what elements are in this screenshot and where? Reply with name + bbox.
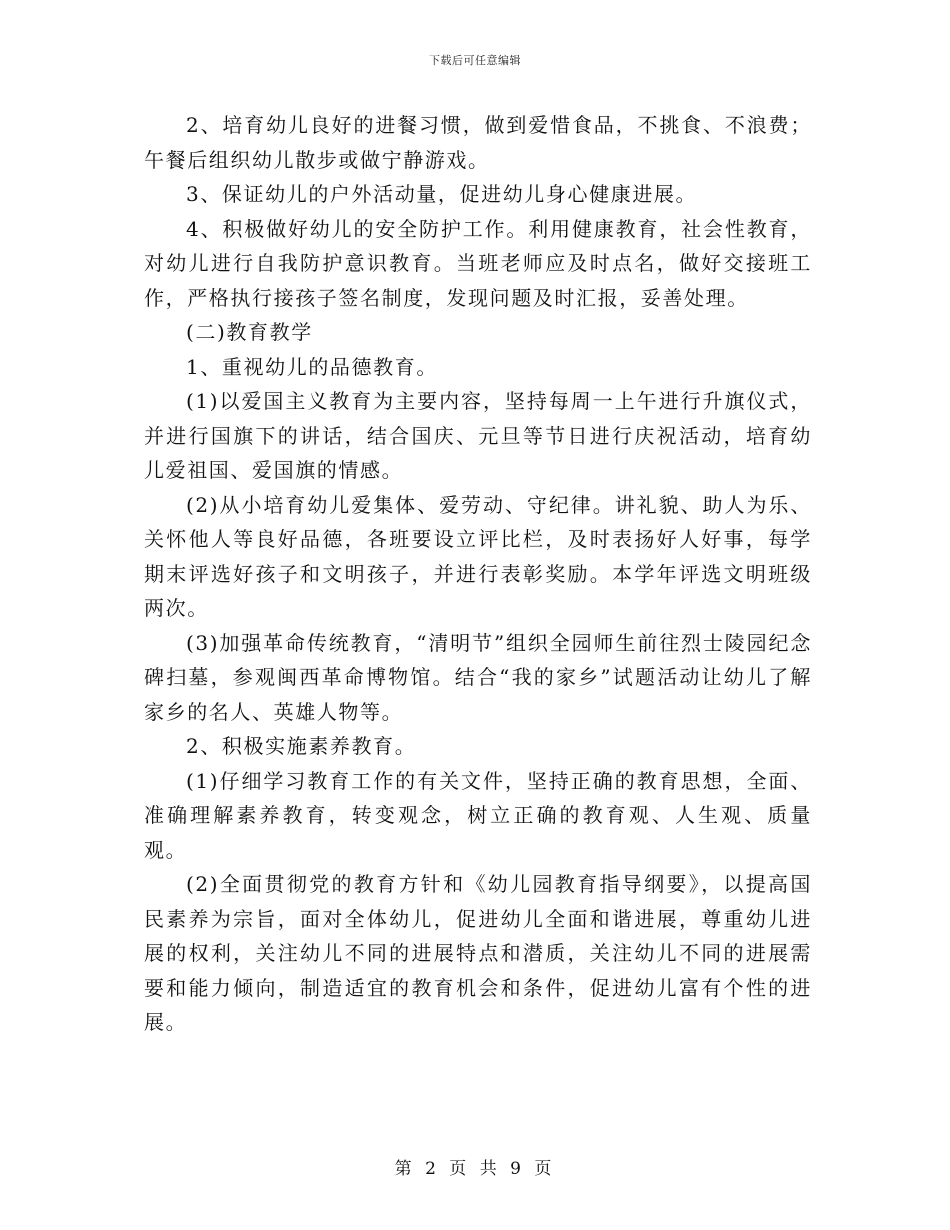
page-number: 第 2 页 共 9 页	[394, 1159, 556, 1179]
subsection-heading: 1、重视幼儿的品德教育。	[186, 354, 438, 379]
paragraph: (1)以爱国主义教育为主要内容，坚持每周一上午进行升旗仪式，并进行国旗下的讲话，结合国庆、元旦等节日进行庆祝活动，培育幼儿爱祖国、爱国旗的情感。	[144, 389, 812, 482]
page-header: 下载后可任意编辑	[429, 54, 521, 67]
paragraph: (2)全面贯彻党的教育方针和《幼儿园教育指导纲要》，以提高国民素养为宗旨，面对全体幼儿，促进幼儿全面和谐进展，尊重幼儿进展的权利，关注幼儿不同的进展特点和潜质，关注幼儿不同的进展需要和能力倾向，制造适宜的教育机会和条件，促进幼儿富有个性的进展。	[144, 872, 812, 1034]
paragraph: (3)加强革命传统教育，“清明节”组织全园师生前往烈士陵园纪念碑扫墓，参观闽西革命博物馆。结合“我的家乡”试题活动让幼儿了解家乡的名人、英雄人物等。	[144, 630, 812, 724]
paragraph: 2、培育幼儿良好的进餐习惯，做到爱惜食品，不挑食、不浪费；午餐后组织幼儿散步或做宁静游戏。	[144, 113, 812, 172]
paragraph: 4、积极做好幼儿的安全防护工作。利用健康教育，社会性教育，对幼儿进行自我防护意识教育。当班老师应及时点名，做好交接班工作，严格执行接孩子签名制度，发现问题及时汇报，妥善处理。	[144, 216, 812, 310]
paragraph: (1)仔细学习教育工作的有关文件，坚持正确的教育思想，全面、准确理解素养教育，转变观念，树立正确的教育观、人生观、质量观。	[144, 768, 812, 862]
paragraph: 3、保证幼儿的户外活动量，促进幼儿身心健康进展。	[186, 182, 698, 206]
paragraph: (2)从小培育幼儿爱集体、爱劳动、守纪律。讲礼貌、助人为乐、关怀他人等良好品德，各班要设立评比栏，及时表扬好人好事，每学期末评选好孩子和文明孩子，并进行表彰奖励。本学年评选文明班级两次。	[144, 492, 812, 620]
subsection-heading: 2、积极实施素养教育。	[186, 734, 417, 758]
document-body	[144, 108, 812, 1040]
section-heading: (二)教育教学	[186, 320, 313, 344]
